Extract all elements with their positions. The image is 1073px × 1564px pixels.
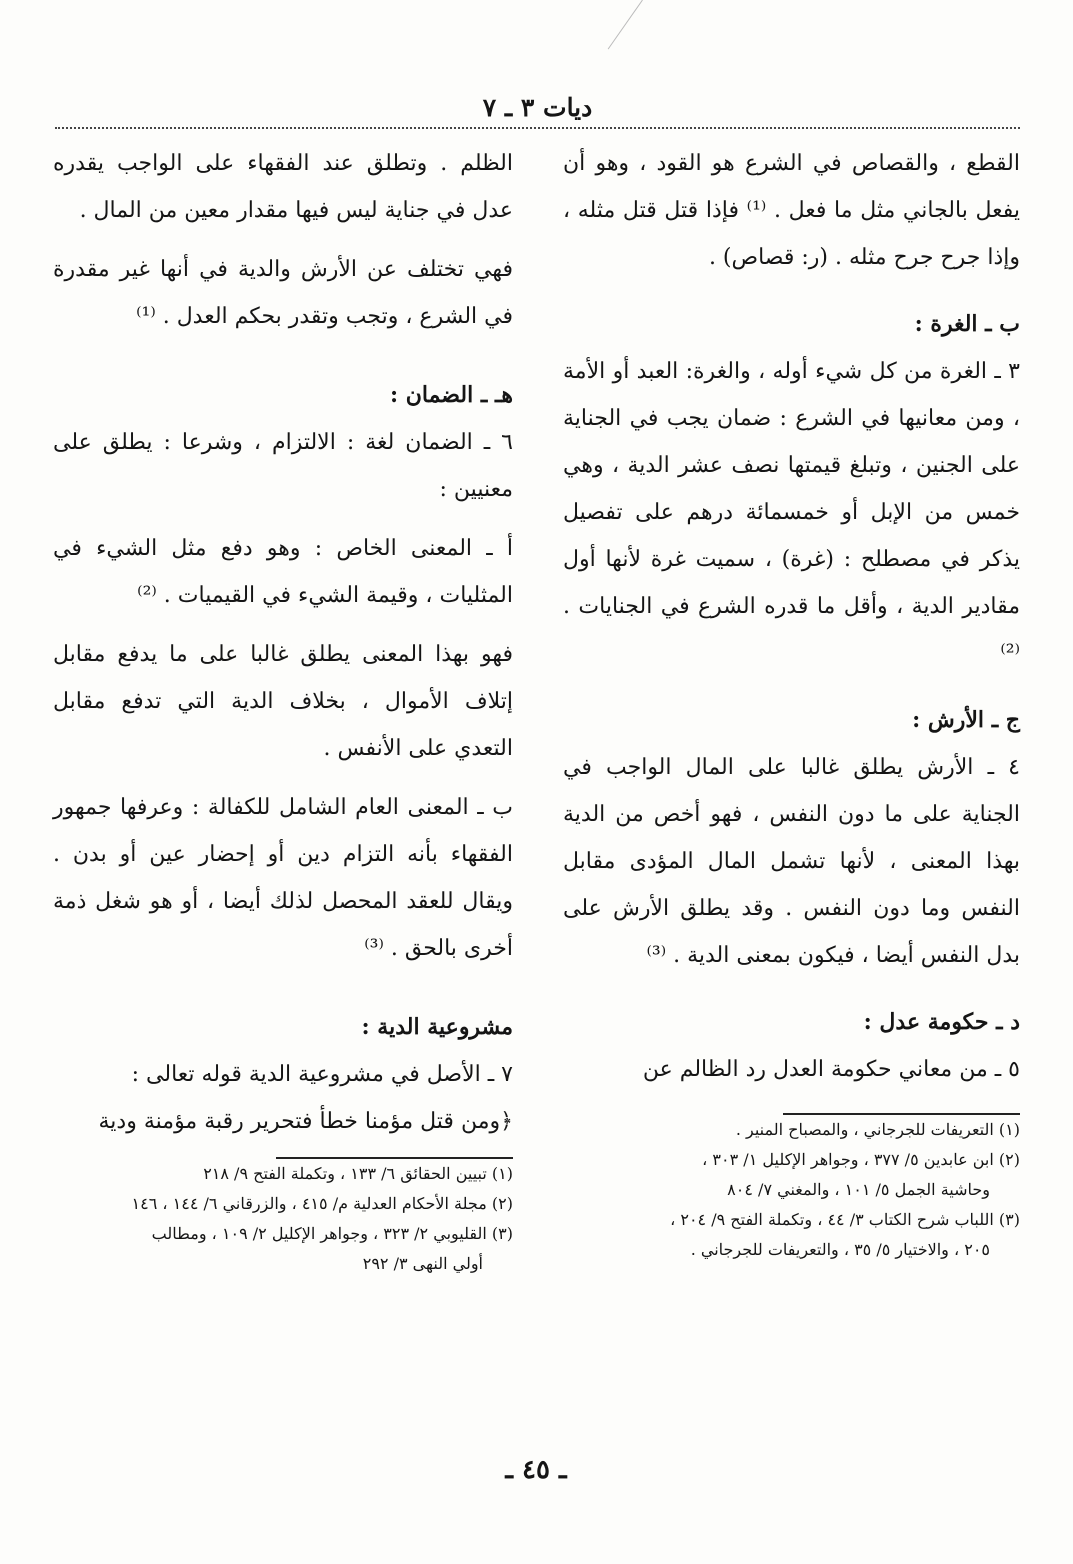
footnote: (١) التعريفات للجرجاني ، والمصباح المنير . (735, 1120, 1020, 1139)
footnote: ٢٠٥ ، والاختيار ٥/ ٣٥ ، والتعريفات للجرجاني . (690, 1240, 990, 1259)
paragraph-hukumat-adl-continued: الظلم . وتطلق عند الفقهاء على الواجب يقدره عدل في جناية ليس فيها مقدار معين من المال . (53, 151, 513, 223)
footnote: (٣) اللباب شرح الكتاب ٣/ ٤٤ ، وتكملة الفتح ٩/ ٢٠٤ ، (670, 1210, 1020, 1229)
page-number: ـ ٤٥ ـ (505, 1455, 567, 1485)
heading-arsh: ج ـ الأرش : (912, 707, 1020, 733)
paragraph-hukumat-adl-difference: فهي تختلف عن الأرش والدية في أنها غير مقدرة في الشرع ، وتجب وتقدر بحكم العدل . ⁽¹⁾ (53, 257, 513, 329)
paragraph-qisas-definition: القطع ، والقصاص في الشرع هو القود ، وهو أن يفعل بالجاني مثل ما فعل . ⁽¹⁾ فإذا قتل قتل مثله ، وإذا جرح جرح مثله . (ر: قصاص) . (563, 151, 1021, 270)
paragraph-ghurra: ٣ ـ الغرة من كل شيء أوله ، والغرة: العبد أو الأمة ، ومن معانيها في الشرع : ضمان يجب في الجناية على الجنين ، وتبلغ قيمتها نصف عشر الدية ، وهي خمس من الإبل أو خمسمائة درهم على تفصيل يذكر في مصطلح : (غرة) ، سميت غرة لأنها أول مقادير الدية ، وأقل ما قدره الشرع في الجنايات . ⁽²⁾ (563, 359, 1020, 666)
footnote: (٢) ابن عابدين ٥/ ٣٧٧ ، وجواهر الإكليل ١/ ٣٠٣ ، (702, 1150, 1020, 1169)
footnote: أولي النهى ٣/ ٢٩٢ (362, 1254, 483, 1273)
heading-hukumat-adl: د ـ حكومة عدل : (863, 1009, 1020, 1035)
footnote: (٣) القليوبي ٢/ ٣٢٣ ، وجواهر الإكليل ٢/ ١٠٩ ، ومطالب (151, 1224, 513, 1243)
heading-daman: هـ ـ الضمان : (389, 382, 513, 408)
paragraph-arsh: ٤ ـ الأرش يطلق غالبا على المال الواجب في الجناية على ما دون النفس ، فهو أخص من الدية بهذا المعنى ، لأنها تشمل المال المؤدى مقابل النفس وما دون النفس . وقد يطلق الأرش على بدل النفس أيضا ، فيكون بمعنى الدية . ⁽³⁾ (563, 755, 1020, 968)
left-column (53, 140, 513, 1505)
left-footnotes (53, 1159, 513, 1279)
paragraph-daman: ٦ ـ الضمان لغة : الالتزام ، وشرعا : يطلق على معنيين : (53, 430, 513, 502)
footnote: (١) تبيين الحقائق ٦/ ١٣٣ ، وتكملة الفتح ٩/ ٢١٨ (203, 1164, 513, 1183)
quran-verse: ﴿ومن قتل مؤمنا خطأ فتحرير رقبة مؤمنة ودية (98, 1109, 513, 1134)
paragraph-mashruiyya: ٧ ـ الأصل في مشروعية الدية قوله تعالى : (131, 1062, 513, 1087)
right-footnotes (563, 1115, 1020, 1265)
footnote: وحاشية الجمل ٥/ ١٠١ ، والمغني ٧/ ٨٠٤ (727, 1180, 990, 1199)
heading-mashruiyya: مشروعية الدية : (361, 1014, 513, 1040)
paragraph-daman-general-meaning: ب ـ المعنى العام الشامل للكفالة : وعرفها جمهور الفقهاء بأنه التزام دين أو إحضار عين أو بدن . ويقال للعقد المحصل لذلك أيضا ، أو هو شغل ذمة أخرى بالحق . ⁽³⁾ (53, 795, 513, 961)
heading-ghurra: ب ـ الغرة : (914, 311, 1020, 337)
footnote: (٢) مجلة الأحكام العدلية م/ ٤١٥ ، والزرقاني ٦/ ١٤٤ ، ١٤٦ (131, 1194, 513, 1213)
scan-mark (608, 0, 643, 49)
header-divider (55, 127, 1020, 129)
right-column (563, 140, 1020, 1505)
paragraph-daman-special-usage: فهو بهذا المعنى يطلق غالبا على ما يدفع مقابل إتلاف الأموال ، بخلاف الدية التي تدفع مقابل التعدي على الأنفس . (53, 642, 513, 761)
running-header: ديات ٣ ـ ٧ (482, 93, 593, 122)
paragraph-hukumat-adl: ٥ ـ من معاني حكومة العدل رد الظالم عن (642, 1057, 1020, 1082)
paragraph-daman-special-meaning: أ ـ المعنى الخاص : وهو دفع مثل الشيء في المثليات ، وقيمة الشيء في القيميات . ⁽²⁾ (53, 536, 513, 608)
